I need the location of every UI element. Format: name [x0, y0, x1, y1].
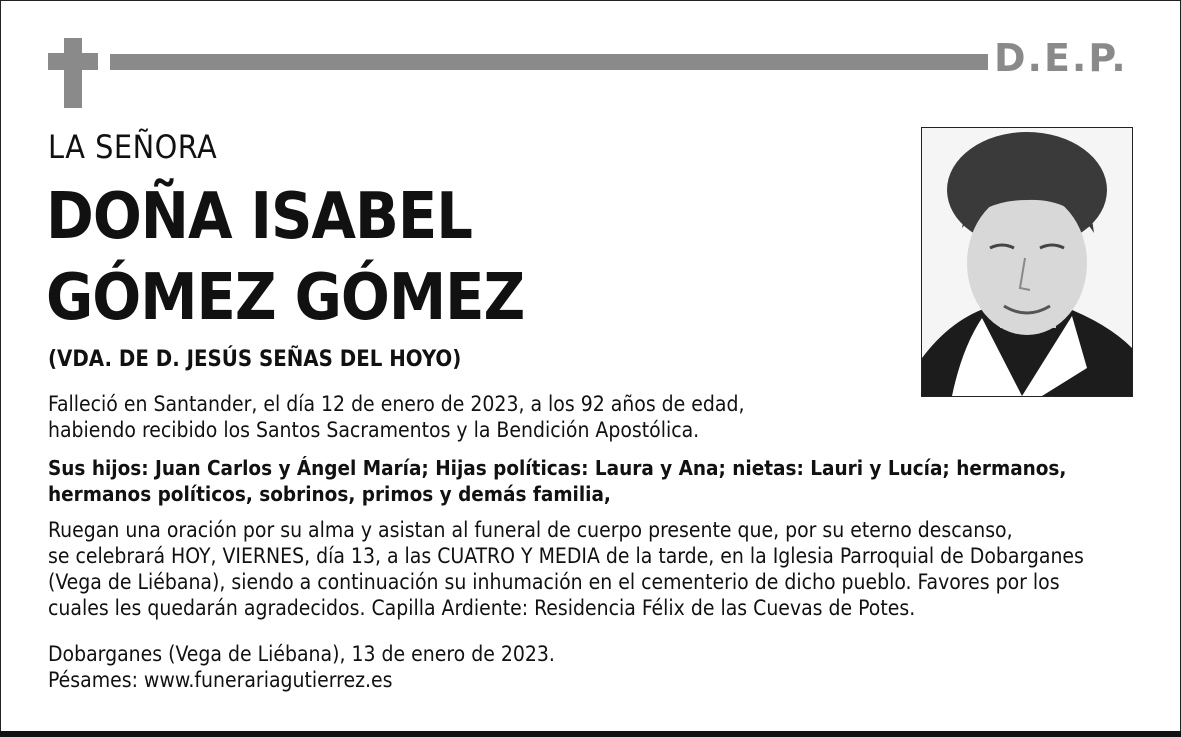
family-line: hermanos políticos, sobrinos, primos y demás familia, — [48, 482, 611, 506]
place-date: Dobarganes (Vega de Liébana), 13 de enero de 2023. — [48, 642, 555, 666]
condolences-link[interactable]: Pésames: www.funerariagutierrez.es — [48, 668, 393, 692]
funeral-line: se celebrará HOY, VIERNES, día 13, a las CUATRO Y MEDIA de la tarde, en la Iglesia Parroquial de Dobarganes — [48, 544, 1084, 568]
deceased-name-line1: DOÑA ISABEL — [46, 180, 472, 254]
cross-icon-arm — [48, 53, 98, 70]
family-list — [48, 455, 1066, 507]
funeral-line: cuales les quedarán agradecidos. Capilla Ardiente: Residencia Félix de las Cuevas de Potes. — [48, 596, 916, 620]
family-line: Sus hijos: Juan Carlos y Ángel María; Hijas políticas: Laura y Ana; nietas: Lauri y Lucía; hermanos, — [48, 456, 1067, 480]
deceased-portrait — [921, 127, 1133, 397]
bottom-border — [0, 731, 1181, 737]
portrait-image — [922, 128, 1132, 396]
funeral-line: Ruegan una oración por su alma y asistan al funeral de cuerpo presente que, por su eterno descanso, — [48, 518, 1013, 542]
cross-icon — [64, 38, 82, 108]
footer — [48, 641, 555, 693]
deceased-name-line2: GÓMEZ GÓMEZ — [46, 261, 525, 335]
header-rule — [110, 54, 988, 70]
widow-of: (VDA. DE D. JESÚS SEÑAS DEL HOYO) — [48, 347, 462, 372]
funeral-line: (Vega de Liébana), siendo a continuación su inhumación en el cementerio de dicho pueblo. Favores por los — [48, 570, 1060, 594]
deceased-title: LA SEÑORA — [48, 128, 218, 166]
death-notice-line: Falleció en Santander, el día 12 de enero de 2023, a los 92 años de edad, — [48, 392, 745, 416]
dep-label: D.E.P. — [994, 36, 1128, 80]
death-notice — [48, 391, 745, 443]
funeral-notice — [48, 517, 1084, 621]
death-notice-line: habiendo recibido los Santos Sacramentos y la Bendición Apostólica. — [48, 418, 700, 442]
